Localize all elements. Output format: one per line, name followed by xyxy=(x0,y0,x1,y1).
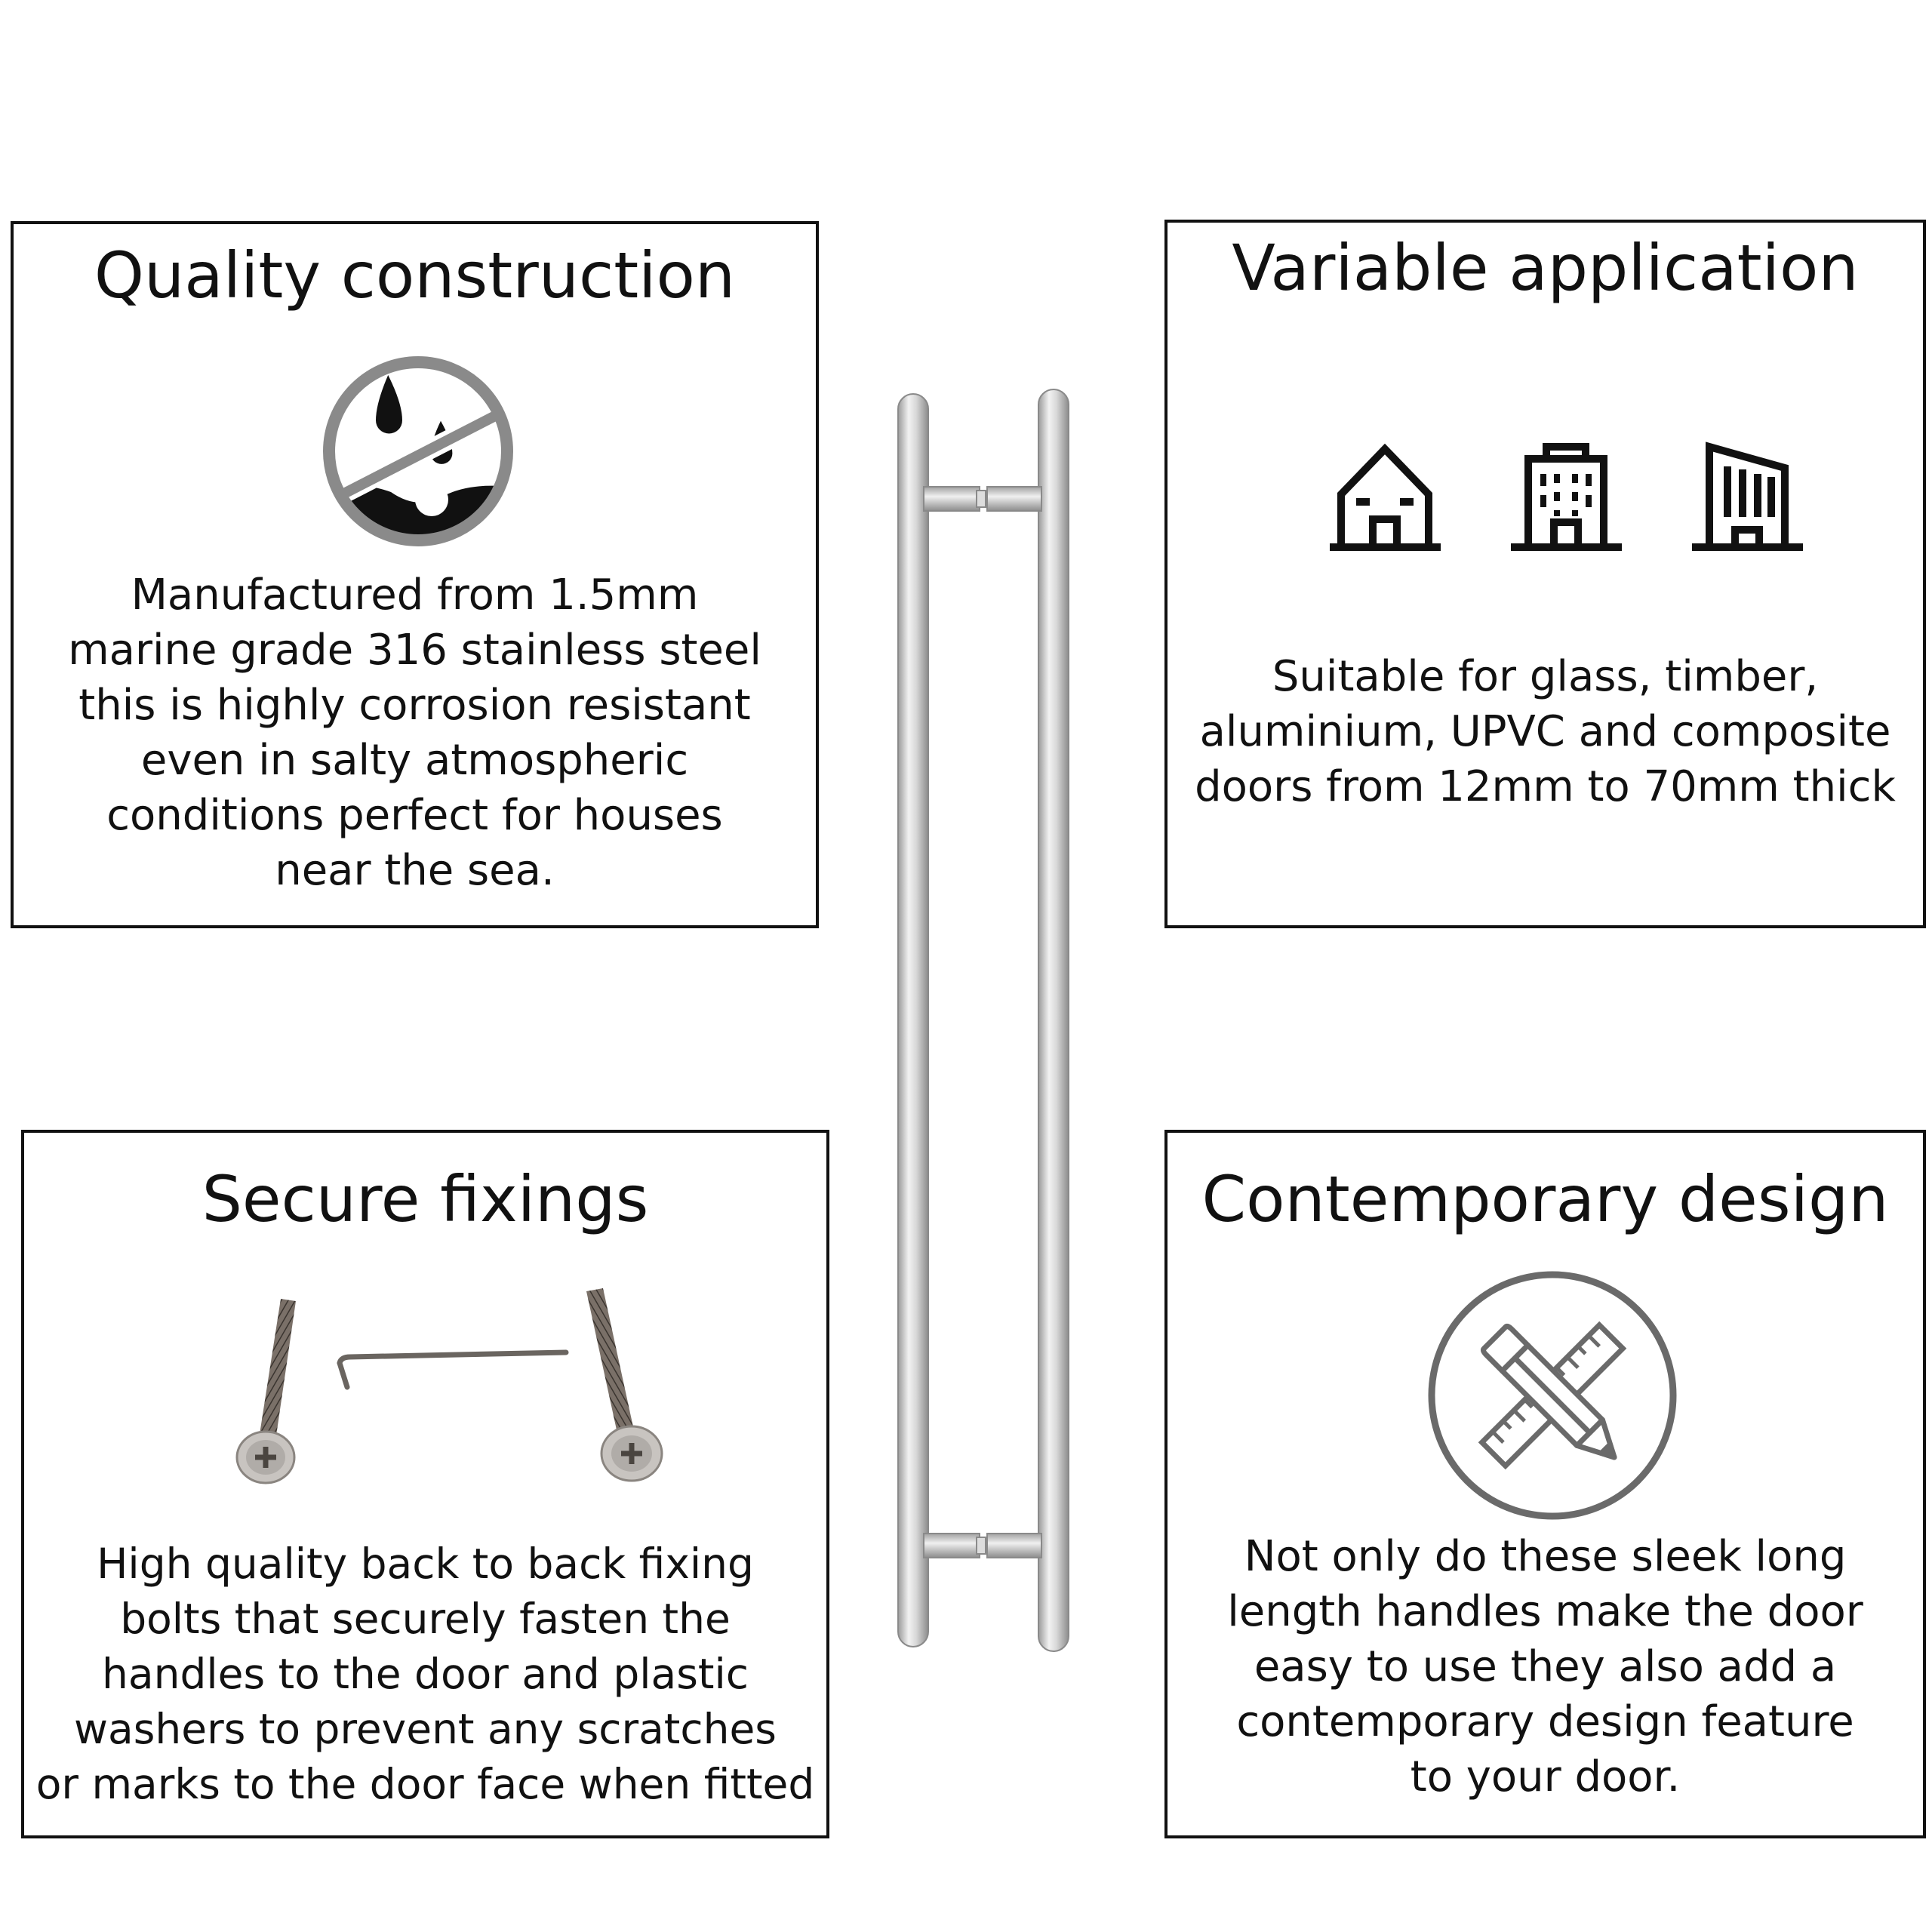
contemporary-design-title: Contemporary design xyxy=(1201,1162,1889,1236)
quality-construction-panel xyxy=(11,221,819,928)
bolt-icon xyxy=(228,1295,318,1491)
variable-application-description: Suitable for glass, timber, aluminium, UPVC and composite doors from 12mm to 70mm thick xyxy=(1195,652,1896,811)
bolt-icon xyxy=(571,1284,677,1495)
quality-construction-description: Manufactured from 1.5mm marine grade 316 stainless steel this is highly corrosion resistant even in salty atmospheric conditions perfect for houses near the sea. xyxy=(68,571,761,895)
secure-fixings-title: Secure fixings xyxy=(202,1162,649,1236)
left-handle-bar xyxy=(898,394,928,1647)
quality-construction-title: Quality construction xyxy=(94,238,736,312)
top-standoffs xyxy=(924,487,1041,511)
contemporary-design-description: Not only do these sleek long length handles make the door easy to use they also add a contemporary design feature to your door. xyxy=(1227,1532,1863,1801)
variable-application-title: Variable application xyxy=(1232,231,1859,305)
contemporary-design-panel xyxy=(1164,1130,1926,1838)
house-icon xyxy=(1326,438,1447,555)
variable-application-panel xyxy=(1164,220,1926,928)
allen-key-icon xyxy=(326,1348,575,1393)
apartment-building-icon xyxy=(1507,438,1628,555)
bottom-standoffs xyxy=(924,1534,1041,1558)
no-water-icon xyxy=(315,349,521,554)
pencil-ruler-icon xyxy=(1424,1267,1681,1524)
secure-fixings-description: High quality back to back fixing bolts that securely fasten the handles to the door and plastic washers to prevent any scratches or marks to the door face when fitted xyxy=(35,1540,815,1808)
office-building-icon xyxy=(1688,438,1809,555)
right-handle-bar xyxy=(1038,389,1069,1651)
stainless-steel-pull-handle xyxy=(883,385,1087,1668)
secure-fixings-panel xyxy=(21,1130,829,1838)
